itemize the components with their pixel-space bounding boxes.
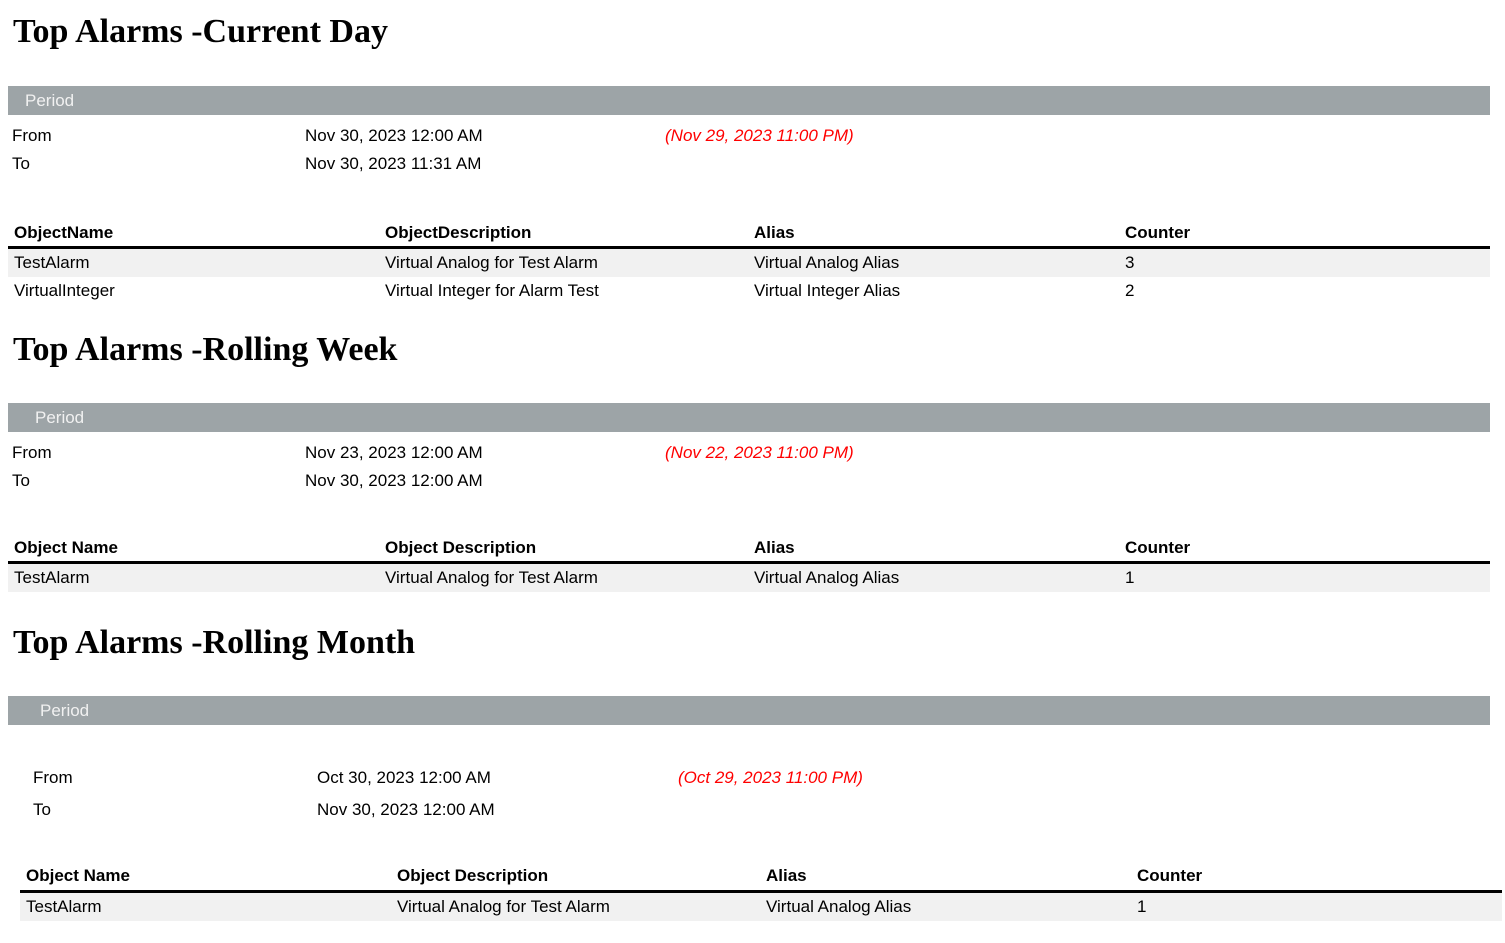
- column-header-counter: Counter: [1137, 866, 1203, 885]
- cell-counter: 1: [1137, 897, 1147, 916]
- cell-object-name: TestAlarm: [26, 897, 102, 916]
- column-header-object-description: ObjectDescription: [385, 223, 532, 242]
- column-header-alias: Alias: [754, 223, 795, 242]
- period-to-value: Nov 30, 2023 12:00 AM: [317, 800, 495, 819]
- period-header-bar: [8, 696, 1490, 725]
- cell-object-name: VirtualInteger: [14, 281, 115, 300]
- cell-alias: Virtual Analog Alias: [766, 897, 912, 916]
- table-row: [20, 893, 1502, 921]
- section-title: Top Alarms -Current Day: [13, 13, 388, 50]
- period-to-label: To: [12, 471, 30, 490]
- period-to-label: To: [33, 800, 51, 819]
- section-title: Top Alarms -Rolling Month: [13, 624, 416, 661]
- cell-alias: Virtual Integer Alias: [754, 281, 901, 300]
- cell-counter: 2: [1125, 281, 1135, 300]
- cell-object-description: Virtual Integer for Alarm Test: [385, 281, 599, 300]
- cell-counter: 3: [1125, 253, 1135, 272]
- column-header-alias: Alias: [754, 538, 795, 557]
- period-header-label: Period: [25, 91, 75, 110]
- period-from-note: (Nov 22, 2023 11:00 PM): [665, 443, 854, 462]
- column-header-object-description: Object Description: [385, 538, 537, 557]
- column-header-object-name: Object Name: [26, 866, 130, 885]
- section-title: Top Alarms -Rolling Week: [13, 331, 398, 368]
- cell-object-name: TestAlarm: [14, 253, 90, 272]
- cell-alias: Virtual Analog Alias: [754, 568, 900, 587]
- period-to-value: Nov 30, 2023 12:00 AM: [305, 471, 483, 490]
- period-to-value: Nov 30, 2023 11:31 AM: [305, 154, 482, 173]
- period-from-value: Nov 23, 2023 12:00 AM: [305, 443, 483, 462]
- table-header-row: [20, 863, 1502, 889]
- column-header-alias: Alias: [766, 866, 807, 885]
- cell-counter: 1: [1125, 568, 1135, 587]
- cell-object-description: Virtual Analog for Test Alarm: [385, 253, 598, 272]
- period-from-value: Nov 30, 2023 12:00 AM: [305, 126, 483, 145]
- period-from-label: From: [33, 768, 73, 787]
- column-header-counter: Counter: [1125, 538, 1191, 557]
- column-header-object-name: Object Name: [14, 538, 118, 557]
- period-from-value: Oct 30, 2023 12:00 AM: [317, 768, 491, 787]
- column-header-counter: Counter: [1125, 223, 1191, 242]
- period-from-label: From: [12, 443, 52, 462]
- period-from-label: From: [12, 126, 52, 145]
- period-header-label: Period: [40, 701, 90, 720]
- period-to-label: To: [12, 154, 30, 173]
- period-header-label: Period: [35, 408, 85, 427]
- column-header-object-description: Object Description: [397, 866, 549, 885]
- cell-object-description: Virtual Analog for Test Alarm: [397, 897, 610, 916]
- cell-object-description: Virtual Analog for Test Alarm: [385, 568, 598, 587]
- period-from-note: (Nov 29, 2023 11:00 PM): [665, 126, 854, 145]
- cell-object-name: TestAlarm: [14, 568, 90, 587]
- column-header-object-name: ObjectName: [14, 223, 114, 242]
- cell-alias: Virtual Analog Alias: [754, 253, 900, 272]
- period-from-note: (Oct 29, 2023 11:00 PM): [678, 768, 863, 787]
